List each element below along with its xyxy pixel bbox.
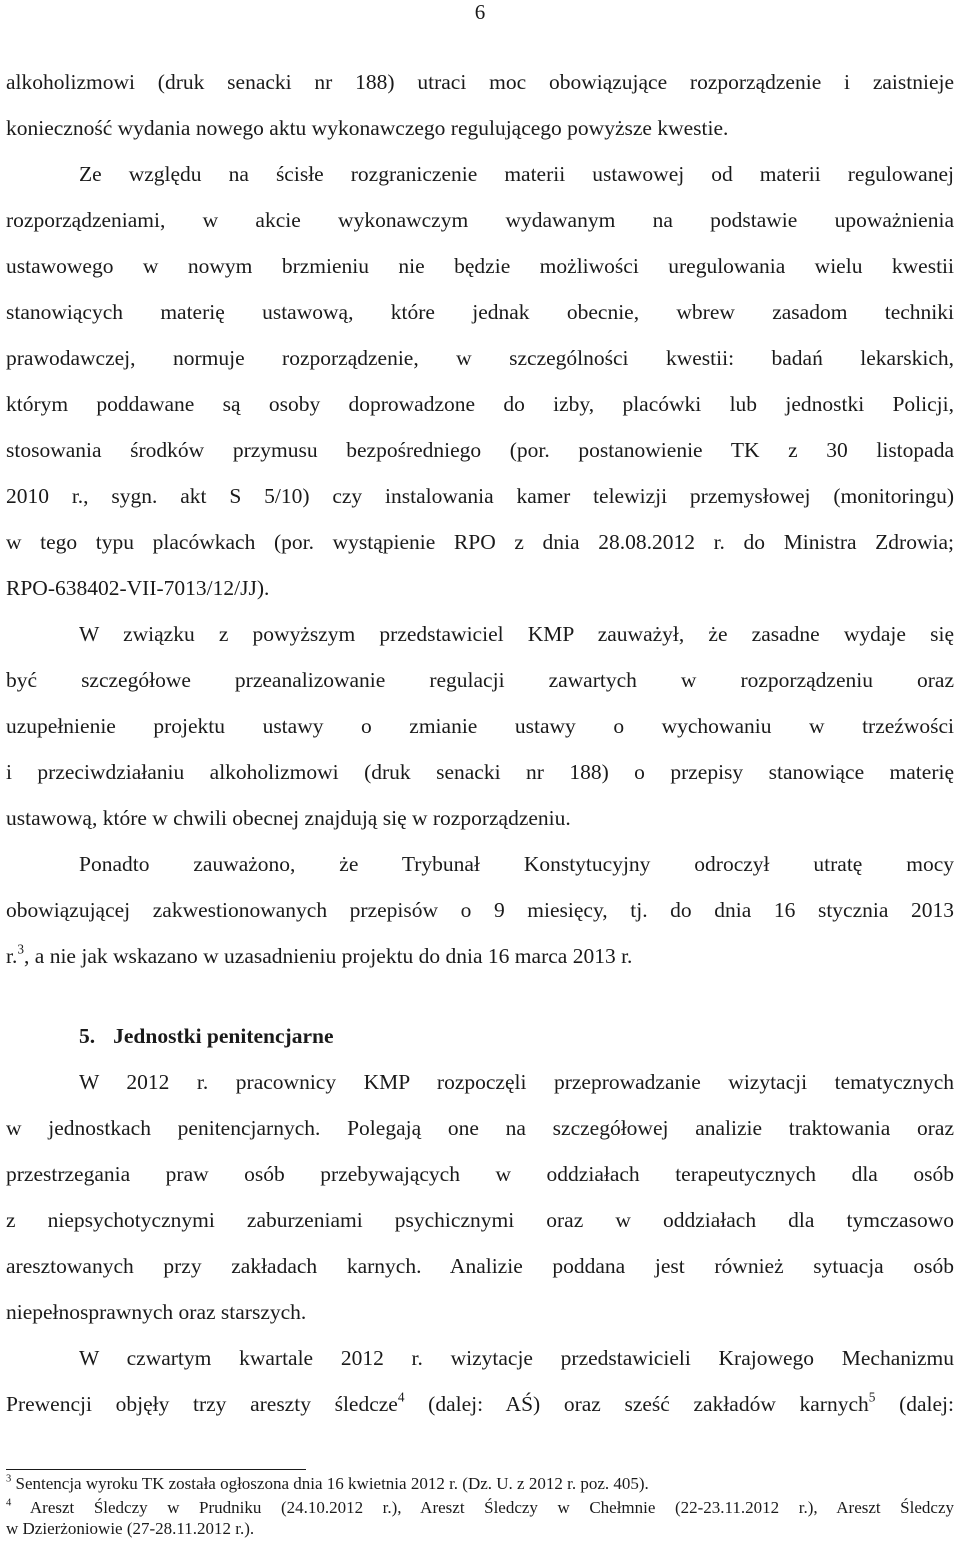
text-line: niepełnosprawnych oraz starszych. [6, 1300, 307, 1324]
text-line: konieczność wydania nowego aktu wykonawczego regulującego powyższe kwestie. [6, 116, 729, 140]
text-line [6, 941, 954, 971]
text-line: obowiązującej zakwestionowanych przepisów o 9 miesięcy, tj. do dnia 16 stycznia 2013 [6, 898, 954, 922]
footnote-ref: 5 [868, 1389, 876, 1405]
footnote-mark: 3 [6, 1473, 12, 1485]
text-line: rozporządzeniami, w akcie wykonawczym wydawanym na podstawie upoważnienia [6, 208, 954, 232]
line-text: , a nie jak wskazano w uzasadnieniu projektu do dnia 16 marca 2013 r. [24, 944, 633, 968]
text-line: i przeciwdziałaniu alkoholizmowi (druk senacki nr 188) o przepisy stanowiące materię [6, 760, 954, 784]
section-heading [79, 1021, 954, 1051]
text-line: którym poddawane są osoby doprowadzone do izby, placówki lub jednostki Policji, [6, 392, 954, 416]
text-line [6, 1389, 954, 1419]
text-line: przestrzegania praw osób przebywających w oddziałach terapeutycznych dla osób [6, 1162, 954, 1186]
text-line: prawodawczej, normuje rozporządzenie, w szczególności kwestii: badań lekarskich, [6, 346, 954, 370]
footnote [6, 1497, 954, 1519]
text-line: Ponadto zauważono, że Trybunał Konstytucyjny odroczył utratę mocy [79, 852, 954, 876]
text-line: ustawowego w nowym brzmieniu nie będzie możliwości uregulowania wielu kwestii [6, 254, 954, 278]
text-line: aresztowanych przy zakładach karnych. Analizie poddana jest również sytuacja osób [6, 1254, 954, 1278]
footnote-separator [6, 1469, 306, 1470]
text-line: z niepsychotycznymi zaburzeniami psychicznymi oraz w oddziałach dla tymczasowo [6, 1208, 954, 1232]
text-line: w tego typu placówkach (por. wystąpienie RPO z dnia 28.08.2012 r. do Ministra Zdrowia; [6, 530, 954, 554]
footnote-continuation: w Dzierżoniowie (27-28.11.2012 r.). [6, 1519, 255, 1538]
footnote-ref: 3 [17, 941, 25, 957]
text-line: być szczegółowe przeanalizowanie regulacji zawartych w rozporządzeniu oraz [6, 668, 954, 692]
line-text: (dalej: [875, 1392, 954, 1416]
line-text: (dalej: AŚ) oraz sześć zakładów karnych [404, 1392, 869, 1416]
footnote-text: Sentencja wyroku TK została ogłoszona dnia 16 kwietnia 2012 r. (Dz. U. z 2012 r. poz. 405). [11, 1474, 649, 1493]
text-line: w jednostkach penitencjarnych. Polegają one na szczegółowej analizie traktowania oraz [6, 1116, 954, 1140]
line-text: r. [6, 944, 18, 968]
footnote-ref: 4 [397, 1389, 405, 1405]
text-line: W 2012 r. pracownicy KMP rozpoczęli przeprowadzanie wizytacji tematycznych [79, 1070, 954, 1094]
text-line: uzupełnienie projektu ustawy o zmianie ustawy o wychowaniu w trzeźwości [6, 714, 954, 738]
line-text: Prewencji objęły trzy areszty śledcze [6, 1392, 398, 1416]
text-line: W czwartym kwartale 2012 r. wizytacje przedstawicieli Krajowego Mechanizmu [79, 1346, 954, 1370]
section-number: 5. [79, 1024, 96, 1048]
text-line: stanowiących materię ustawową, które jednak obecnie, wbrew zasadom techniki [6, 300, 954, 324]
footnote [6, 1473, 954, 1495]
text-line: ustawową, które w chwili obecnej znajdują się w rozporządzeniu. [6, 806, 571, 830]
footnote-text: Areszt Śledczy w Prudniku (24.10.2012 r.), Areszt Śledczy w Chełmnie (22-23.11.2012 r.), Areszt Śledczy [11, 1498, 954, 1517]
page-number: 6 [474, 0, 486, 24]
text-line: 2010 r., sygn. akt S 5/10) czy instalowania kamer telewizji przemysłowej (monitoringu) [6, 484, 954, 508]
text-line: RPO-638402-VII-7013/12/JJ). [6, 576, 270, 600]
text-line: stosowania środków przymusu bezpośredniego (por. postanowienie TK z 30 listopada [6, 438, 954, 462]
footnote-mark: 4 [6, 1497, 12, 1509]
text-line: alkoholizmowi (druk senacki nr 188) utraci moc obowiązujące rozporządzenie i zaistnieje [6, 70, 954, 94]
section-title: Jednostki penitencjarne [113, 1024, 334, 1048]
text-line: Ze względu na ścisłe rozgraniczenie materii ustawowej od materii regulowanej [79, 162, 954, 186]
text-line: W związku z powyższym przedstawiciel KMP zauważył, że zasadne wydaje się [79, 622, 954, 646]
